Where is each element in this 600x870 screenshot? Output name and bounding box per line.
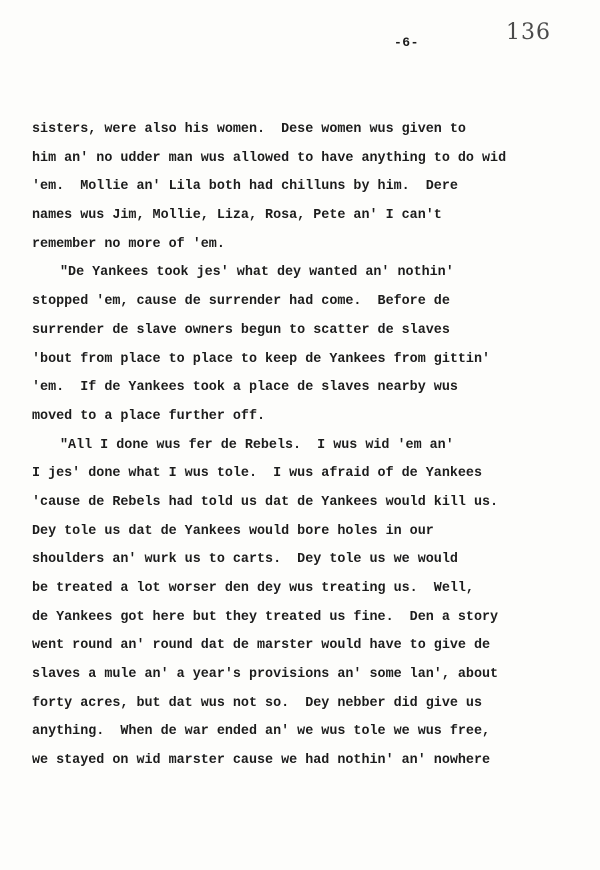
text-line: 'cause de Rebels had told us dat de Yankees would kill us.	[32, 494, 499, 510]
text-line: stopped 'em, cause de surrender had come. Before de	[32, 294, 450, 310]
text-line: surrender de slave owners begun to scatter de slaves	[32, 322, 450, 338]
text-line: be treated a lot worser den dey wus treating us. Well,	[32, 581, 474, 596]
text-line: names wus Jim, Mollie, Liza, Rosa, Pete an' I can't	[32, 208, 442, 224]
text-line: anything. When de war ended an' we wus tole we wus free,	[32, 724, 491, 740]
paragraph-start-line: "All I done wus fer de Rebels. I wus wid 'em an'	[60, 437, 454, 453]
text-line: went round an' round dat de marster would have to give de	[32, 638, 491, 654]
text-line: we stayed on wid marster cause we had nothin' an' nowhere	[32, 753, 491, 769]
text-line: remember no more of 'em.	[32, 236, 225, 252]
text-line: sisters, were also his women. Dese women wus given to	[32, 122, 466, 137]
text-line: Dey tole us dat de Yankees would bore holes in our	[32, 523, 434, 539]
transcript-body	[32, 116, 580, 776]
text-line: I jes' done what I wus tole. I wus afraid of de Yankees	[32, 466, 482, 482]
paragraph-start-line: "De Yankees took jes' what dey wanted an' nothin'	[60, 265, 454, 281]
text-line: slaves a mule an' a year's provisions an' some lan', about	[32, 667, 499, 683]
text-line: de Yankees got here but they treated us fine. Den a story	[32, 609, 499, 625]
text-line: him an' no udder man wus allowed to have anything to do wid	[32, 150, 507, 166]
text-line: 'bout from place to place to keep de Yankees from gittin'	[32, 351, 491, 367]
page-number: -6-	[394, 35, 419, 50]
text-line: 'em. If de Yankees took a place de slaves nearby wus	[32, 380, 458, 396]
archive-stamp-number: 136	[506, 20, 551, 45]
text-line: shoulders an' wurk us to carts. Dey tole us we would	[32, 552, 458, 568]
text-line: 'em. Mollie an' Lila both had chilluns by him. Dere	[32, 179, 458, 195]
text-line: moved to a place further off.	[32, 408, 266, 424]
text-line: forty acres, but dat wus not so. Dey nebber did give us	[32, 695, 482, 711]
